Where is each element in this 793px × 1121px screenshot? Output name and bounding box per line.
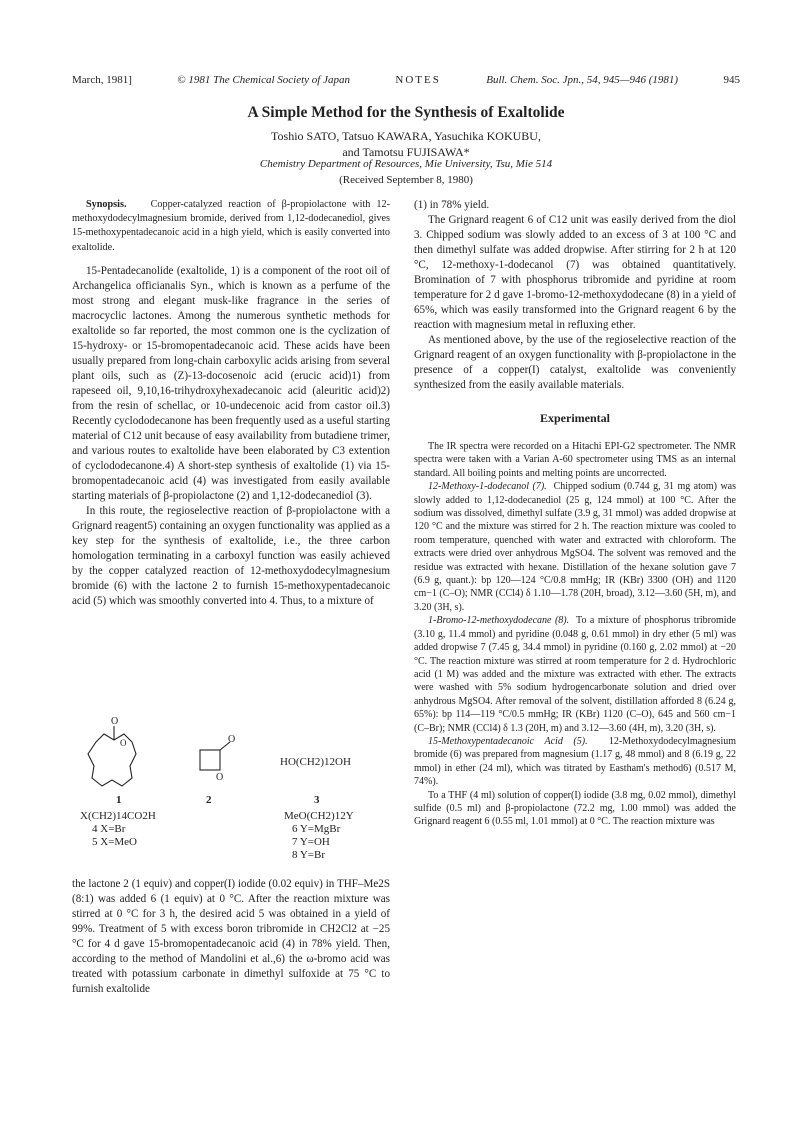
experimental-heading: Experimental: [540, 411, 610, 425]
author-list: [72, 128, 740, 160]
experimental-procedure: To a THF (4 ml) solution of copper(I) iodide (3.8 mg, 0.02 mmol), dimethyl sulfide (0.5 ml) and β-propiolactone (72.2 mg, 1.00 mmol) was added the Grignard reagent 6 (0.55 ml, 1.01 mmol) at 0 °C. The reaction mixture was: [414, 789, 736, 828]
intro-paragraph-1: 15-Pentadecanolide (exaltolide, 1) is a component of the root oil of Archangelica officianalis Syn., which is known as a perfume of the most strong and elegant musk-like fragrance in the series of macrocyclic lactones. Among the numerous synthetic methods for exaltolide so far reported, the most common one is the cyclization of 15-hydroxy- or 15-bromopentadecanoic acid. These acids have been usually prepared from long-chain carboxylic acids arising from several plant oils, such as (Z)-13-docosenoic acid (erucic acid)1) from rapeseed oil, 9,10,16-trihydroxyhexadecanoic acid (aleuritic acid)2) from the resin of schellac, or 10-undecenoic acid from castor oil.3) Recently cyclododecanone has been frequently used as a useful starting material of C12 unit because of easy availability from butadiene trimer, and various routes to exaltolide have been elaborated by C3 extention of cyclododecanone.4) A short-step synthesis of exaltolide (1) via 15-bromopentadecanoic acid (4) was investigated from easily available starting materials of β-propiolactone (2) and 1,12-dodecanediol (3).: [72, 264, 390, 502]
formula-compound-3: HO(CH2)12OH: [280, 756, 351, 768]
intro-paragraph-3: the lactone 2 (1 equiv) and copper(I) iodide (0.02 equiv) in THF–Me2S (8:1) was added 6 (1 equiv) at 0 °C. After the reaction mixture was stirred at 0 °C for 3 h, the desired acid 5 was obtained in a yield of 99%. Treatment of 5 with excess boron tribromide in CH2Cl2 at −25 °C for 4 d gave 15-bromopentadecanoic acid (4) in 78% yield. Then, according to the method of Mandolini et al.,6) the ω-bromo acid was treated with potassium carbonate in dimethyl sulfoxide at 75 °C to furnish exaltolide: [72, 878, 390, 995]
compound-7-text: Chipped sodium (0.744 g, 31 mg atom) was slowly added to 1,12-dodecanediol (25 g, 124 mmol) at 100 °C. After the sodium was dissolved, dimethyl sulfate (3.9 g, 31 mmol) was added dropwise at 120 °C and the mixture was stirred for 2 h. The reaction mixture was cooled to room temperature, quenched with water and extracted with chloroform. The extracts were dried over anhydrous MgSO4. The solvent was removed and the residue was extracted with hexane. Distillation of the hexane solution gave 7 (6.9 g, quant.): bp 120—124 °C/0.8 mmHg; IR (KBr) 3300 (OH) and 1120 cm−1 (C–O); NMR (CCl4) δ 1.10—1.78 (20H, broad), 3.12—3.60 (5H, m), and 3.20 (3H, s).: [414, 481, 737, 613]
author-line-1: Toshio SATO, Tatsuo KAWARA, Yasuchika KOKUBU,: [271, 129, 541, 143]
formula-right-8: 8 Y=Br: [292, 849, 325, 861]
right-column: [414, 198, 736, 829]
affiliation: Chemistry Department of Resources, Mie University, Tsu, Mie 514: [259, 158, 553, 170]
synopsis-text: Copper-catalyzed reaction of β-propiolactone with 12-methoxydodecylmagnesium bromide, derived from 1,12-dodecanediol, gives 15-methoxypentadecanoic acid in a high yield, which is easily converted into exaltolide.: [72, 199, 390, 253]
compound-7-title: 12-Methoxy-1-dodecanol (7).: [428, 481, 547, 493]
experimental-compound-7: [414, 480, 736, 614]
compound-5-title: 15-Methoxypentadecanoic Acid (5).: [428, 735, 588, 747]
header-page-number: 945: [723, 74, 740, 86]
propiolactone-structure: [200, 742, 230, 770]
formula-left-5: 5 X=MeO: [92, 836, 138, 848]
article-title: A Simple Method for the Synthesis of Exaltolide: [247, 104, 565, 121]
experimental-compound-8: [414, 614, 736, 735]
compound-8-title: 1-Bromo-12-methoxydodecane (8).: [428, 615, 570, 627]
formula-right-6: 6 Y=MgBr: [292, 823, 341, 835]
synopsis-label: Synopsis.: [86, 199, 127, 210]
experimental-general: The IR spectra were recorded on a Hitachi EPI-G2 spectrometer. The NMR spectra were taken with a Varian A-60 spectrometer using TMS as an internal standard. All boiling points and melting points are uncorrected.: [414, 441, 736, 479]
experimental-compound-5: [414, 735, 736, 789]
compound-8-text: To a mixture of phosphorus tribromide (3.10 g, 11.4 mmol) and pyridine (0.048 g, 0.61 mmol) in dry ether (5 ml) was added dropwise 7 (7.45 g, 34.4 mmol) in pyridine (0.160 g, 2.02 mmol) at −20 °C. The reaction mixture was stirred at room temperature for 2 d. Hydrochloric acid (1 M) was added and the mixture was extracted with ether. The extracts were washed with 5% sodium hydrogencarbonate solution and dried over anhydrous MgSO4. After removal of the solvent, distillation afforded 8 (6.24 g, 65%): bp 114—119 °C/0.5 mmHg; IR (KBr) 1120 (C–O), 645 and 560 cm−1 (C–Br); NMR (CCl4) δ 1.3 (20H, m) and 3.12—3.60 (4H, m), 3.20 (3H, s).: [414, 615, 736, 734]
right-paragraph-2: As mentioned above, by the use of the regioselective reaction of the Grignard reagent of an oxygen functionality with β-propiolactone in the presence of a copper(I) catalyst, exaltolide was conveniently synthesized from the easily available materials.: [414, 334, 736, 391]
compound-5-text: 12-Methoxydodecylmagnesium bromide (6) was prepared from magnesium (1.17 g, 48 mmol) and 8 (6.19 g, 22 mmol) in ether (24 ml), which was titrated by Eastham's method6) (0.517 M, 74%).: [414, 735, 737, 788]
svg-text:O: O: [120, 738, 127, 748]
intro-paragraph-2: In this route, the regioselective reaction of β-propiolactone with a Grignard reagent5) containing an oxygen functionality was applied as a key step for the synthesis of exaltolide, i.e., the three carbon homologation terminating in a carboxyl function was easily achieved by the copper catalyzed reaction of 12-methoxydodecylmagnesium bromide (6) with the lactone 2 to furnish 15-methoxypentadecanoic acid (5) which was smoothly converted into 4. Thus, to a mixture of: [72, 504, 390, 607]
received-date: (Received September 8, 1980): [339, 174, 473, 186]
svg-text:O: O: [111, 716, 119, 727]
exaltolide-ring-structure: [88, 726, 136, 786]
right-paragraph-1: The Grignard reagent 6 of C12 unit was easily derived from the diol 3. Chipped sodium was slowly added to an excess of 3 at 100 °C and then dimethyl sulfate was added dropwise. After stirring for 2 h at 120 °C, 12-methoxy-1-dodecanol (7) was obtained quantitatively. Bromination of 7 with phosphorus tribromide and pyridine at room temperature for 2 d gave 1-bromo-12-methoxydodecane (8) in a yield of 65%, which was easily transformed into the Grignard reagent 6 by the reaction with magnesium metal in refluxing ether.: [414, 214, 736, 331]
header-section: NOTES: [395, 74, 441, 86]
header-copyright: © 1981 The Chemical Society of Japan: [177, 74, 350, 86]
formula-left-4: 4 X=Br: [92, 823, 126, 835]
synopsis: [72, 198, 390, 255]
chemical-structures: [72, 716, 390, 866]
svg-text:O: O: [228, 734, 236, 745]
left-column-bottom: [72, 877, 390, 997]
header-date: March, 1981]: [72, 74, 132, 86]
svg-text:O: O: [216, 772, 224, 783]
formula-left: X(CH2)14CO2H: [80, 810, 156, 822]
compound-label-1: 1: [116, 794, 122, 806]
author-line-2: and Tamotsu FUJISAWA*: [342, 145, 470, 159]
compound-label-3: 3: [314, 794, 320, 806]
formula-right: MeO(CH2)12Y: [284, 810, 354, 822]
left-column-top: [72, 198, 390, 609]
formula-right-7: 7 Y=OH: [292, 836, 330, 848]
experimental-section: [414, 440, 736, 829]
right-paragraph-0: (1) in 78% yield.: [414, 199, 490, 211]
header-citation: Bull. Chem. Soc. Jpn., 54, 945—946 (1981): [486, 74, 679, 86]
compound-label-2: 2: [206, 794, 212, 806]
running-header: [72, 74, 740, 90]
